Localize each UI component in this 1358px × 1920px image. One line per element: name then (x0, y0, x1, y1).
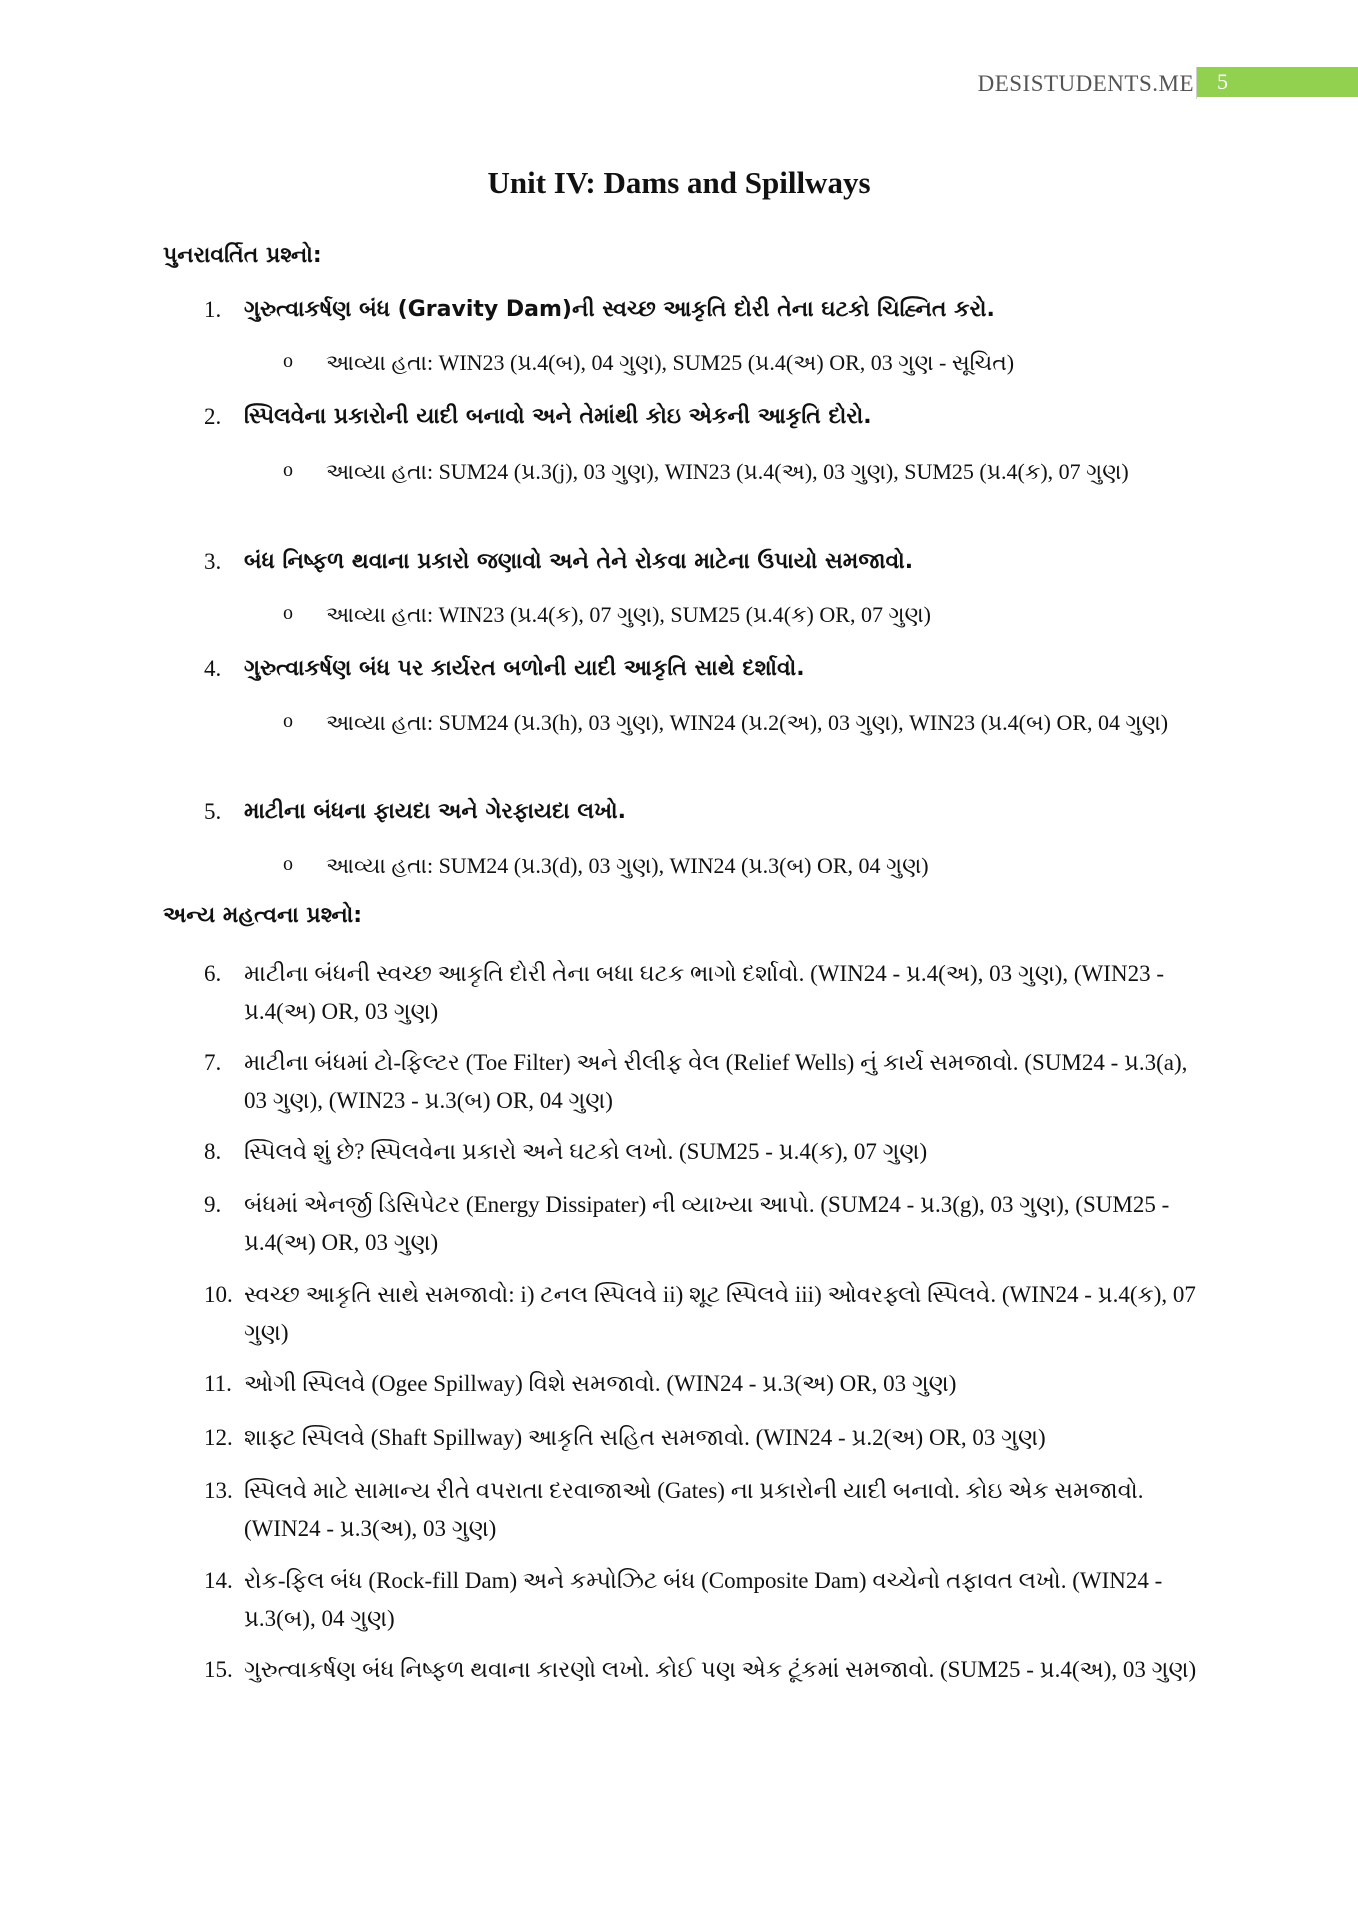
question-number: 8. (204, 1139, 222, 1164)
question-item (204, 650, 1204, 688)
appeared-in-text: આવ્યા હતા: SUM24 (પ્ર.3(d), 03 ગુણ), WIN24 (પ્ર.3(બ) OR, 04 ગુણ) (326, 853, 929, 878)
appeared-in-text: આવ્યા હતા: SUM24 (પ્ર.3(j), 03 ગુણ), WIN23 (પ્ર.4(અ), 03 ગુણ), SUM25 (પ્ર.4(ક), 07 ગુણ) (326, 459, 1129, 484)
question-item (204, 955, 1204, 1031)
page-header (918, 67, 1358, 99)
question-item (204, 1186, 1204, 1262)
question-number: 5. (204, 799, 222, 824)
question-item (204, 793, 1204, 831)
question-text: ઓગી સ્પિલવે (Ogee Spillway) વિશે સમજાવો. (WIN24 - પ્ર.3(અ) OR, 03 ગુણ) (244, 1371, 957, 1396)
question-item (204, 1365, 1204, 1403)
question-text: સ્પિલવેના પ્રકારોની યાદી બનાવો અને તેમાંથી કોઇ એકની આકૃતિ દોરો. (244, 404, 872, 429)
question-item (204, 1651, 1204, 1689)
section-heading-repeated: પુનરાવર્તિત પ્રશ્નો: (163, 243, 322, 268)
question-number: 1. (204, 297, 222, 322)
bullet-marker: o (283, 350, 293, 372)
appeared-in (283, 705, 1203, 741)
question-number: 2. (204, 404, 222, 429)
appeared-in-text: આવ્યા હતા: SUM24 (પ્ર.3(h), 03 ગુણ), WIN24 (પ્ર.2(અ), 03 ગુણ), WIN23 (પ્ર.4(બ) OR, 04 ગુણ) (326, 710, 1169, 735)
question-item (204, 398, 1204, 436)
bullet-marker: o (283, 459, 293, 481)
question-item (204, 1276, 1204, 1352)
question-text: ગુરુત્વાકર્ષણ બંધ (Gravity Dam)ની સ્વચ્છ આકૃતિ દોરી તેના ઘટકો ચિહ્નિત કરો. (244, 297, 995, 322)
question-number: 11. (204, 1371, 232, 1396)
question-text: સ્પિલવે માટે સામાન્ય રીતે વપરાતા દરવાજાઓ (Gates) ના પ્રકારોની યાદી બનાવો. કોઇ એક સમજાવો. (WIN24 - પ્ર.3(અ), 03 ગુણ) (244, 1478, 1144, 1541)
question-item (204, 1419, 1204, 1457)
appeared-in (283, 345, 1203, 381)
question-text: માટીના બંધના ફાયદા અને ગેરફાયદા લખો. (244, 799, 626, 824)
question-text: ગુરુત્વાકર્ષણ બંધ નિષ્ફળ થવાના કારણો લખો. કોઈ પણ એક ટૂંકમાં સમજાવો. (SUM25 - પ્ર.4(અ), 03 ગુણ) (244, 1657, 1197, 1682)
page-number: 5 (1197, 67, 1358, 97)
bullet-marker: o (283, 853, 293, 875)
question-item (204, 1562, 1204, 1638)
question-text: બંધ નિષ્ફળ થવાના પ્રકારો જણાવો અને તેને રોકવા માટેના ઉપાયો સમજાવો. (244, 549, 914, 574)
appeared-in (283, 848, 1203, 884)
question-number: 14. (204, 1568, 233, 1593)
question-number: 12. (204, 1425, 233, 1450)
page-title: Unit IV: Dams and Spillways (487, 165, 871, 200)
question-item (204, 291, 1204, 329)
question-number: 13. (204, 1478, 233, 1503)
question-text: ગુરુત્વાકર્ષણ બંધ પર કાર્યરત બળોની યાદી આકૃતિ સાથે દર્શાવો. (244, 656, 805, 681)
question-text: બંધમાં એનર્જી ડિસિપેટર (Energy Dissipater) ની વ્યાખ્યા આપો. (SUM24 - પ્ર.3(g), 03 ગુણ), (SUM25 - પ્ર.4(અ) OR, 03 ગુણ) (244, 1192, 1170, 1255)
question-text: માટીના બંધની સ્વચ્છ આકૃતિ દોરી તેના બધા ઘટક ભાગો દર્શાવો. (WIN24 - પ્ર.4(અ), 03 ગુણ), (WIN23 - પ્ર.4(અ) OR, 03 ગુણ) (244, 961, 1164, 1024)
site-name: DESISTUDENTS.ME (977, 71, 1194, 96)
question-number: 3. (204, 549, 222, 574)
question-number: 4. (204, 656, 222, 681)
question-item (204, 1472, 1204, 1548)
question-text: માટીના બંધમાં ટો-ફિલ્ટર (Toe Filter) અને રીલીફ વેલ (Relief Wells) નું કાર્ય સમજાવો. (SUM24 - પ્ર.3(a), 03 ગુણ), (WIN23 - પ્ર.3(બ) OR, 04 ગુણ) (244, 1050, 1188, 1113)
appeared-in-text: આવ્યા હતા: WIN23 (પ્ર.4(ક), 07 ગુણ), SUM25 (પ્ર.4(ક) OR, 07 ગુણ) (326, 602, 932, 627)
question-number: 10. (204, 1282, 233, 1307)
appeared-in-text: આવ્યા હતા: WIN23 (પ્ર.4(બ), 04 ગુણ), SUM25 (પ્ર.4(અ) OR, 03 ગુણ - સૂચિત) (326, 350, 1015, 375)
question-text: શાફ્ટ સ્પિલવે (Shaft Spillway) આકૃતિ સહિત સમજાવો. (WIN24 - પ્ર.2(અ) OR, 03 ગુણ) (244, 1425, 1046, 1450)
question-text: સ્પિલવે શું છે? સ્પિલવેના પ્રકારો અને ઘટકો લખો. (SUM25 - પ્ર.4(ક), 07 ગુણ) (244, 1139, 928, 1164)
question-text: સ્વચ્છ આકૃતિ સાથે સમજાવો: i) ટનલ સ્પિલવે ii) શૂટ સ્પિલવે iii) ઓવરફ્લો સ્પિલવે. (WIN24 - પ્ર.4(ક), 07 ગુણ) (244, 1282, 1196, 1345)
appeared-in (283, 454, 1203, 490)
bullet-marker: o (283, 710, 293, 732)
question-item (204, 1133, 1204, 1171)
question-number: 9. (204, 1192, 222, 1217)
appeared-in (283, 597, 1203, 633)
section-heading-other: અન્ય મહત્વના પ્રશ્નો: (163, 903, 363, 928)
question-item (204, 1044, 1204, 1120)
question-number: 15. (204, 1657, 233, 1682)
question-number: 7. (204, 1050, 222, 1075)
question-item (204, 543, 1204, 581)
question-number: 6. (204, 961, 222, 986)
question-text: રોક-ફિલ બંધ (Rock-fill Dam) અને કમ્પોઝિટ બંધ (Composite Dam) વચ્ચેનો તફાવત લખો. (WIN24 - પ્ર.3(બ), 04 ગુણ) (244, 1568, 1163, 1631)
bullet-marker: o (283, 602, 293, 624)
